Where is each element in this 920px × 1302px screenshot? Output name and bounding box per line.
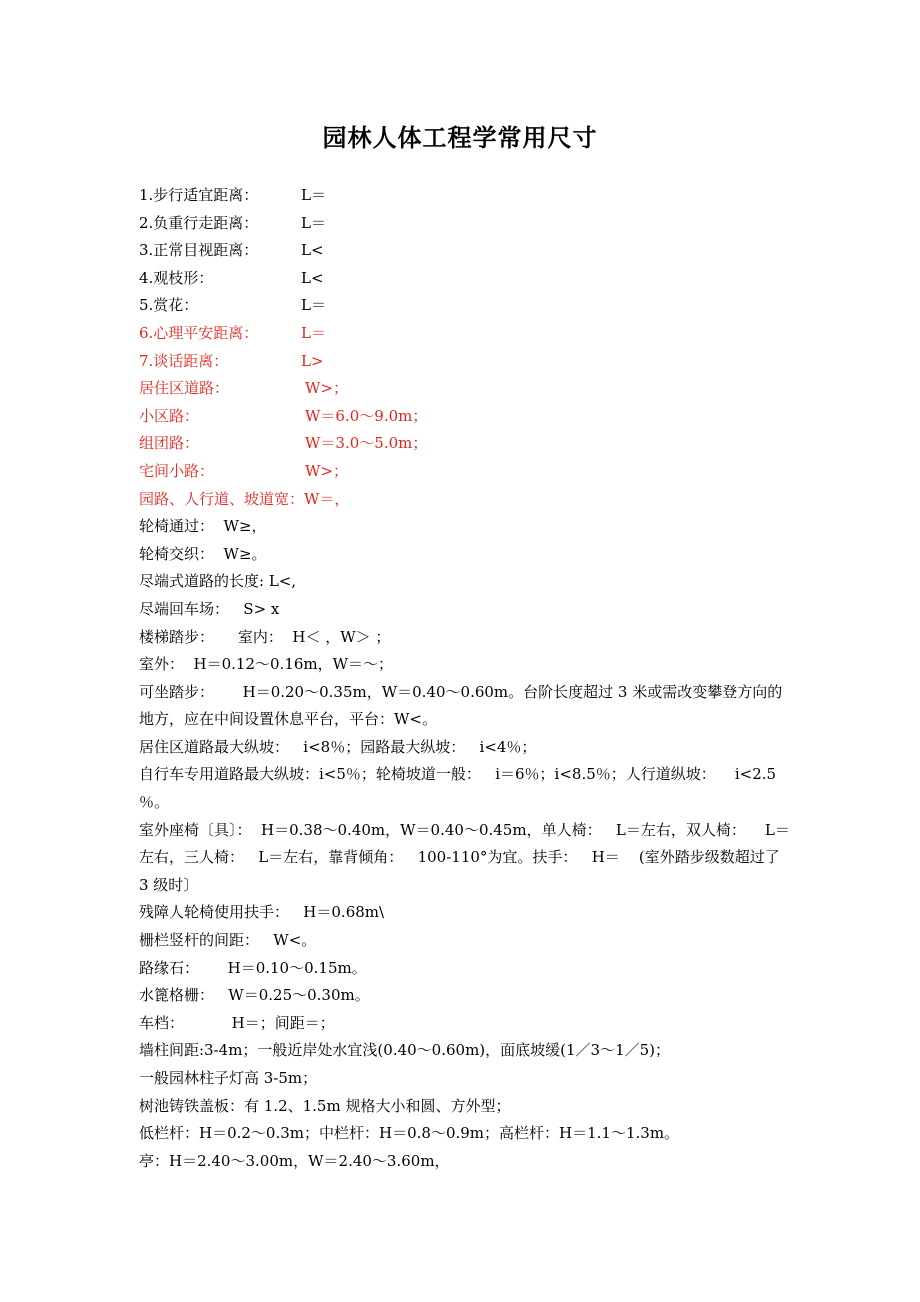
text-line: 树池铸铁盖板：有 1.2、1.5m 规格大小和圆、方外型； — [139, 1096, 511, 1115]
item-value: L< — [301, 241, 324, 260]
item-value: L> — [301, 351, 324, 370]
list-item — [139, 210, 787, 238]
text-line: 3 级时〕 — [139, 875, 199, 894]
text-line: 自行车专用道路最大纵坡：i<5％；轮椅坡道一般： i＝6％；i<8.5％；人行道纵坡： i<2.5 — [139, 765, 777, 784]
item-label: 小区路： — [139, 406, 200, 425]
list-item-highlighted — [139, 348, 787, 376]
item-value: W＝3.0～5.0m； — [305, 434, 428, 453]
text-line: 亭：H＝2.40～3.00m，W＝2.40～3.60m， — [139, 1151, 450, 1170]
item-value: W>； — [305, 379, 348, 398]
list-item-highlighted — [139, 320, 787, 348]
text-line: 室外： H＝0.12～0.16m，W＝～； — [139, 655, 394, 674]
item-label: 4.观枝形： — [139, 268, 214, 287]
page-title: 园林人体工程学常用尺寸 — [322, 123, 598, 152]
text-line: 墙柱间距:3-4m；一般近岸处水宜浅(0.40～0.60m)，面底坡缓(1／3～1／5)； — [139, 1041, 671, 1060]
item-value: L＝ — [301, 213, 326, 232]
text-line: 可坐踏步： H＝0.20～0.35m，W＝0.40～0.60m。台阶长度超过 3 米或需改变攀登方向的 — [139, 682, 783, 701]
text-line: 车档： H＝；间距＝； — [139, 1013, 335, 1032]
text-line: 轮椅通过： W≥， — [139, 517, 267, 536]
item-label: 2.负重行走距离： — [139, 213, 259, 232]
document-body — [139, 182, 790, 1175]
item-value: W>； — [305, 461, 348, 480]
text-line: ％。 — [139, 793, 170, 812]
list-item — [139, 182, 787, 210]
text-line: 楼梯踏步： 室内： H＜ ，W＞ ； — [139, 627, 391, 646]
text-line: 低栏杆：H＝0.2～0.3m；中栏杆：H＝0.8～0.9m；高栏杆：H＝1.1～1.3m。 — [139, 1124, 680, 1143]
list-item — [139, 265, 787, 293]
item-label: 宅间小路： — [139, 461, 215, 480]
list-item-highlighted — [139, 403, 787, 431]
item-label: 1.步行适宜距离： — [139, 186, 259, 204]
text-line: 居住区道路最大纵坡： i<8％；园路最大纵坡： i<4％； — [139, 737, 537, 756]
text-line: 尽端回车场： S> x — [139, 599, 280, 618]
text-line: 室外座椅〔具〕： H＝0.38～0.40m，W＝0.40～0.45m，单人椅： L＝左右，双人椅： L＝ — [139, 820, 790, 839]
item-label: 5.赏花： — [139, 296, 199, 315]
list-item — [139, 237, 787, 265]
text-line: 左右，三人椅： L＝左右，靠背倾角： 100-110°为宜。扶手： H＝ (室外踏步级数超过了 — [139, 848, 780, 867]
list-item — [139, 292, 787, 320]
item-label: 居住区道路： — [139, 379, 230, 398]
text-line: 尽端式道路的长度: L<, — [139, 572, 297, 591]
text-line: 轮椅交织： W≥。 — [139, 544, 267, 563]
list-item-highlighted — [139, 375, 787, 403]
item-value: L＝ — [301, 186, 326, 204]
list-item-highlighted — [139, 430, 787, 458]
text-line: 水篦格栅： W＝0.25～0.30m。 — [139, 986, 370, 1005]
text-line: 一般园林柱子灯高 3-5m； — [139, 1069, 318, 1087]
item-value: L＝ — [301, 296, 326, 315]
text-line: 残障人轮椅使用扶手： H＝0.68m\ — [139, 903, 385, 922]
item-value: L＝ — [301, 323, 326, 342]
item-label: 组团路： — [139, 434, 200, 453]
item-label: 6.心理平安距离： — [139, 323, 259, 342]
text-line: 路缘石： H＝0.10～0.15m。 — [139, 958, 367, 977]
text-line: 地方，应在中间设置休息平台，平台：W<。 — [139, 710, 437, 729]
item-label: 3.正常目视距离： — [139, 241, 259, 260]
item-value: W＝6.0～9.0m； — [305, 406, 428, 425]
item-label: 7.谈话距离： — [139, 351, 229, 370]
item-value: L< — [301, 268, 324, 287]
text-line: 栅栏竖杆的间距： W<。 — [139, 931, 317, 950]
list-item-highlighted — [139, 458, 787, 486]
text-line-highlighted: 园路、人行道、坡道宽：W＝， — [139, 489, 350, 508]
